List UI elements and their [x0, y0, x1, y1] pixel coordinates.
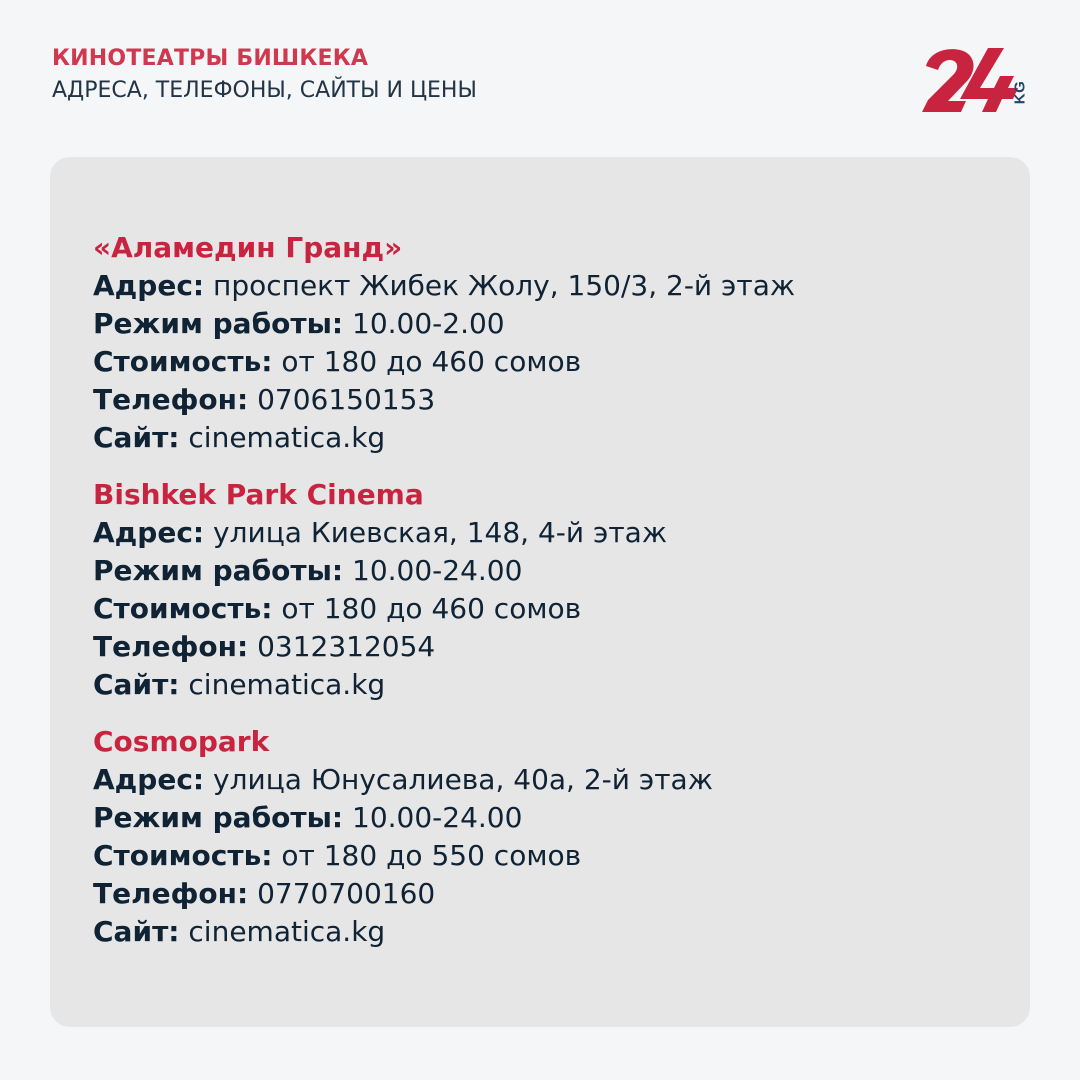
cinema-site: [93, 419, 1013, 457]
hours-label: Режим работы:: [93, 801, 344, 834]
price-value: от 180 до 460 сомов: [281, 345, 582, 378]
cinema-site: [93, 666, 1013, 704]
cinema-hours: [93, 552, 1013, 590]
phone-label: Телефон:: [93, 877, 249, 910]
hours-value: 10.00-24.00: [352, 554, 523, 587]
price-label: Стоимость:: [93, 839, 273, 872]
cinema-address: [93, 761, 1013, 799]
phone-label: Телефон:: [93, 630, 249, 663]
cinema-site: [93, 913, 1013, 951]
address-label: Адрес:: [93, 763, 205, 796]
header: [52, 44, 477, 107]
cinema-name: Bishkek Park Cinema: [93, 478, 424, 511]
address-label: Адрес:: [93, 516, 205, 549]
page-title: КИНОТЕАТРЫ БИШКЕКА: [52, 46, 369, 71]
site-label: Сайт:: [93, 668, 180, 701]
cinema-name: Cosmopark: [93, 725, 270, 758]
site-value: cinematica.kg: [188, 421, 386, 454]
cinema-address: [93, 514, 1013, 552]
cinema-price: [93, 837, 1013, 875]
phone-label: Телефон:: [93, 383, 249, 416]
cinema-item: [93, 476, 1013, 704]
cinema-phone: [93, 628, 1013, 666]
site-label: Сайт:: [93, 421, 180, 454]
cinema-price: [93, 343, 1013, 381]
cinema-list: [93, 229, 1013, 970]
price-value: от 180 до 460 сомов: [281, 592, 582, 625]
phone-value: 0770700160: [257, 877, 436, 910]
logo-digit-2: [922, 49, 974, 112]
hours-value: 10.00-2.00: [352, 307, 505, 340]
cinema-name: «Аламедин Гранд»: [93, 231, 403, 264]
address-value: улица Киевская, 148, 4-й этаж: [213, 516, 668, 549]
cinema-hours: [93, 799, 1013, 837]
cinema-price: [93, 590, 1013, 628]
phone-value: 0706150153: [257, 383, 436, 416]
price-label: Стоимость:: [93, 592, 273, 625]
price-value: от 180 до 550 сомов: [281, 839, 582, 872]
site-value: cinematica.kg: [188, 668, 386, 701]
address-label: Адрес:: [93, 269, 205, 302]
address-value: улица Юнусалиева, 40а, 2-й этаж: [213, 763, 713, 796]
cinema-address: [93, 267, 1013, 305]
hours-value: 10.00-24.00: [352, 801, 523, 834]
address-value: проспект Жибек Жолу, 150/3, 2-й этаж: [213, 269, 796, 302]
cinema-item: [93, 229, 1013, 457]
hours-label: Режим работы:: [93, 554, 344, 587]
cinema-phone: [93, 875, 1013, 913]
phone-value: 0312312054: [257, 630, 436, 663]
site-value: cinematica.kg: [188, 915, 386, 948]
site-label: Сайт:: [93, 915, 180, 948]
page-subtitle: АДРЕСА, ТЕЛЕФОНЫ, САЙТЫ И ЦЕНЫ: [52, 78, 477, 103]
logo-kg-label: KG: [1011, 80, 1029, 104]
cinema-item: [93, 723, 1013, 951]
price-label: Стоимость:: [93, 345, 273, 378]
cinema-hours: [93, 305, 1013, 343]
cinema-phone: [93, 381, 1013, 419]
hours-label: Режим работы:: [93, 307, 344, 340]
